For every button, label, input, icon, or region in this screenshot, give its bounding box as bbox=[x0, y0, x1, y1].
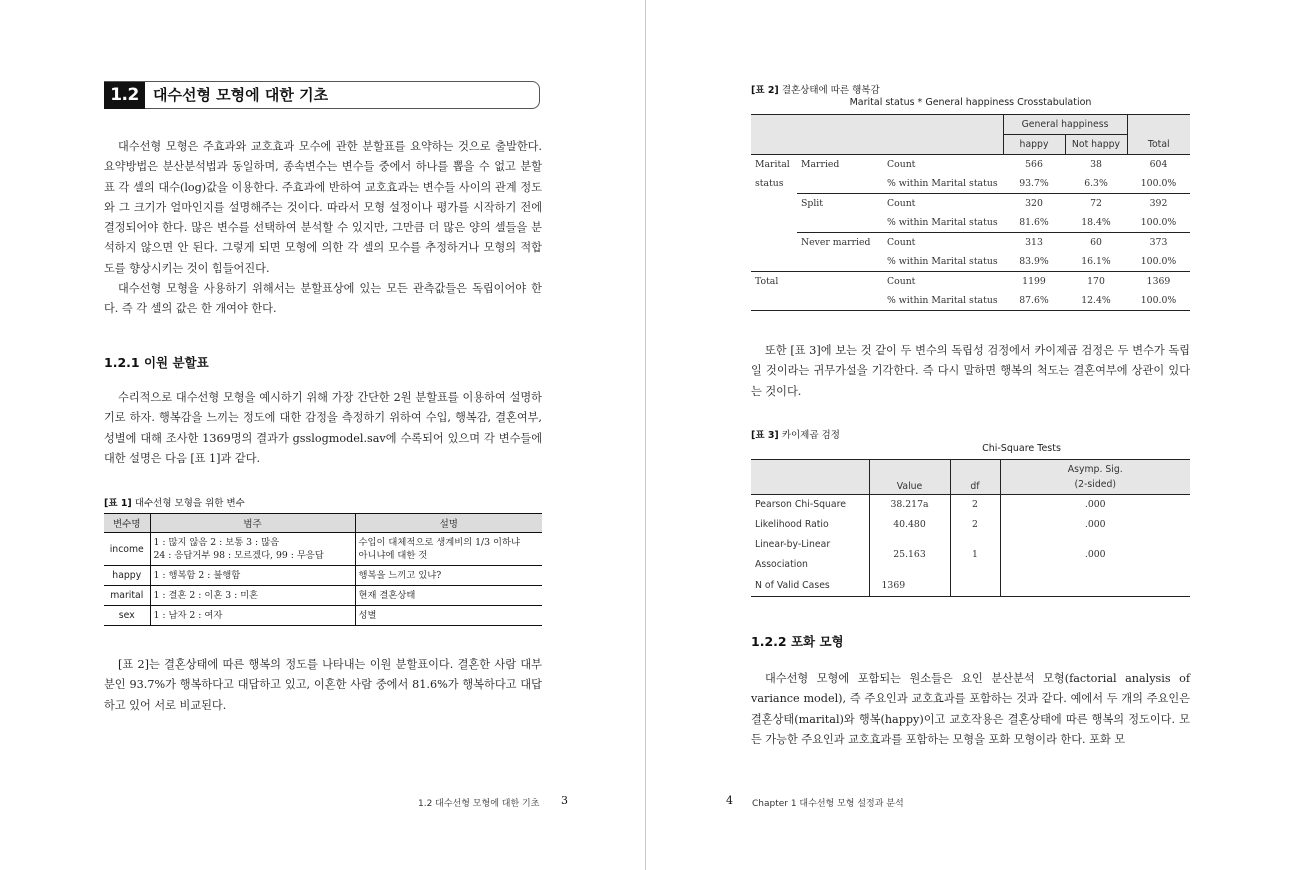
chi-square-table bbox=[751, 459, 1190, 597]
table2-caption-text: 결혼상태에 따른 행복감 bbox=[781, 85, 880, 96]
table3-caption-text: 카이제곱 검정 bbox=[781, 430, 840, 441]
group-spacer bbox=[797, 252, 883, 272]
table-row bbox=[751, 495, 1190, 515]
cell-value: 1199 bbox=[1022, 276, 1046, 287]
header-sig bbox=[1000, 460, 1190, 495]
total-label: Total bbox=[755, 276, 779, 287]
subsection-title-1-2-1: 1.2.1 이원 분할표 bbox=[104, 355, 209, 370]
intro-paragraph-2: 대수선형 모형을 사용하기 위해서는 분할표상에 있는 모든 관측값들은 독립이어야 한다. 즉 각 셀의 값은 한 개여야 한다. bbox=[104, 282, 542, 316]
header-total: Total bbox=[1127, 115, 1190, 155]
var-categories: 1 : 행복함 2 : 불행함 bbox=[150, 566, 355, 586]
header-value: Value bbox=[869, 460, 950, 495]
table-row bbox=[751, 576, 1190, 596]
row-spacer bbox=[751, 194, 797, 214]
table1-caption-label: [표 1] bbox=[104, 498, 132, 509]
table-header-row bbox=[104, 514, 542, 533]
table-row bbox=[751, 213, 1190, 233]
header-df: df bbox=[950, 460, 1000, 495]
crosstab-table bbox=[751, 114, 1190, 311]
table-row bbox=[751, 252, 1190, 272]
var-description: 성별 bbox=[355, 606, 542, 626]
cell-value: 100.0% bbox=[1127, 291, 1190, 311]
category-line: 1 : 많지 않음 2 : 보통 3 : 많음 bbox=[153, 537, 280, 548]
table2-caption-label: [표 2] bbox=[751, 85, 779, 96]
intro-paragraph-1: 대수선형 모형은 주효과와 교호효과 모수에 관한 분할표를 요약하는 것으로 출발한다. 요약방법은 분산분석법과 동일하며, 종속변수는 변수들 중에서 하나를 뽑을 수 없고 분할표 각 셀의 대수(log)값을 이용한다. 주효과에 반하여 교호효과는 변수들 사이의 관계 정도와 그 크기가 얼마인지를 설명해주는 것이다. 따라서 모형 설정이나 평가를 시작하기 전에 결정되어야 한다. 많은 변수를 선택하여 분석할 수 있지만, 그만큼 더 많은 양의 셀들을 분석하지 않으면 안 된다. 그렇게 되면 모형에 의한 각 셀의 모수를 추정하거나 모형의 적합도를 향상시키는 것이 힘들어진다. bbox=[104, 140, 542, 275]
stat-label: Count bbox=[887, 159, 916, 170]
group-name: Married bbox=[801, 159, 840, 170]
stat-label: % within Marital status bbox=[883, 252, 1003, 272]
test-sig: .000 bbox=[1000, 495, 1190, 515]
test-label: Pearson Chi-Square bbox=[755, 499, 846, 510]
table-row bbox=[751, 534, 1190, 576]
cell-value: 93.7% bbox=[1003, 174, 1065, 194]
table3-caption-label: [표 3] bbox=[751, 430, 779, 441]
subsection-paragraph: 수리적으로 대수선형 모형을 예시하기 위해 가장 간단한 2원 분할표를 이용하여 설명하기로 하자. 행복감을 느끼는 정도에 대한 감정을 측정하기 위하여 수입, 행복감, 결혼여부, 성별에 대해 조사한 1369명의 결과가 gsslogmodel.sav에 수록되어 있으며 각 변수들에 대한 설명은 다음 [표 1]과 같다. bbox=[104, 391, 542, 465]
cell-value: 1369 bbox=[1146, 276, 1171, 287]
subsection-text bbox=[104, 388, 542, 469]
variables-table bbox=[104, 513, 542, 626]
right-page-number: 4 bbox=[726, 794, 733, 807]
table-row bbox=[104, 566, 542, 586]
var-description: 행복을 느끼고 있냐? bbox=[355, 566, 542, 586]
header-not-happy: Not happy bbox=[1065, 135, 1127, 155]
body-paragraph: 또한 [표 3]에 보는 것 같이 두 변수의 독립성 검정에서 카이제곱 검정은 두 변수가 독립일 것이라는 귀무가설을 기각한다. 즉 다시 말하면 행복의 척도는 결혼여부에 상관이 있다는 것이다. bbox=[751, 344, 1190, 398]
group-spacer bbox=[797, 174, 883, 194]
row-spacer bbox=[751, 252, 797, 272]
subsection-title-1-2-2: 1.2.2 포화 모형 bbox=[751, 634, 844, 649]
cell-value: 18.4% bbox=[1065, 213, 1127, 233]
table-header-cell: 범주 bbox=[150, 514, 355, 533]
cell-value: 100.0% bbox=[1127, 174, 1190, 194]
header-line: Asymp. Sig. bbox=[1067, 464, 1123, 475]
var-categories bbox=[150, 533, 355, 566]
cell-value: 392 bbox=[1149, 198, 1168, 209]
body-paragraph: 대수선형 모형에 포함되는 원소들은 요인 분산분석 모형(factorial analysis of variance model), 즉 주요인과 교호효과를 포함하는 것과 같다. 예에서 두 개의 주요인은 결혼상태(marital)와 행복(happy)이고 교호작용은 결혼상태에 따른 행복의 정도이다. 모든 가능한 주요인과 교호효과를 포함하는 모형을 포화 모형이라 한다. 포화 모 bbox=[751, 672, 1190, 746]
group-header: General happiness bbox=[1003, 115, 1127, 135]
cell-value: 60 bbox=[1090, 237, 1102, 248]
cell-value: 373 bbox=[1149, 237, 1168, 248]
test-df: 1 bbox=[950, 534, 1000, 576]
test-label: Likelihood Ratio bbox=[755, 518, 829, 530]
group-name: Never married bbox=[801, 237, 871, 248]
table-row bbox=[751, 233, 1190, 253]
cell-value: 87.6% bbox=[1003, 291, 1065, 311]
left-page-number: 3 bbox=[561, 794, 568, 807]
cell-value: 72 bbox=[1090, 198, 1102, 209]
test-df: 2 bbox=[950, 515, 1000, 535]
table-row bbox=[104, 606, 542, 626]
table1-caption bbox=[104, 495, 245, 509]
table-header-row bbox=[751, 460, 1190, 495]
test-value: 25.163 bbox=[869, 534, 950, 576]
table-row bbox=[751, 194, 1190, 214]
cell-value: 604 bbox=[1149, 159, 1168, 170]
row-spacer bbox=[751, 233, 797, 253]
section-heading bbox=[104, 81, 540, 109]
stat-label: Count bbox=[887, 198, 916, 209]
cell-value: 566 bbox=[1025, 159, 1043, 170]
right-paragraph-2 bbox=[751, 669, 1190, 750]
total-spacer bbox=[751, 291, 883, 311]
label-line: Linear-by-Linear bbox=[755, 539, 831, 550]
right-footer-text: Chapter 1 대수선형 모형 설정과 분석 bbox=[752, 799, 904, 809]
right-paragraph-1 bbox=[751, 341, 1190, 402]
test-value: 1369 bbox=[869, 576, 950, 596]
section-title: 대수선형 모형에 대한 기초 bbox=[153, 86, 329, 104]
category-line: 24 : 응답거부 98 : 모르겠다, 99 : 무응답 bbox=[153, 550, 324, 561]
table-row bbox=[751, 515, 1190, 535]
group-name: Split bbox=[801, 198, 824, 209]
test-sig: .000 bbox=[1000, 534, 1190, 576]
description-line: 아니냐에 대한 것 bbox=[358, 550, 428, 561]
stat-label: Count bbox=[887, 276, 916, 287]
table2-caption bbox=[751, 82, 880, 96]
table-row bbox=[751, 155, 1190, 175]
header-empty-cell bbox=[751, 460, 869, 495]
cell-value: 12.4% bbox=[1065, 291, 1127, 311]
table3-title: Chi-Square Tests bbox=[982, 443, 1061, 454]
var-description bbox=[355, 533, 542, 566]
var-name: marital bbox=[104, 586, 150, 606]
test-value: 40.480 bbox=[869, 515, 950, 535]
stat-label: % within Marital status bbox=[883, 213, 1003, 233]
label-line: Association bbox=[755, 559, 808, 570]
cell-value: 81.6% bbox=[1003, 213, 1065, 233]
test-label: N of Valid Cases bbox=[751, 576, 869, 596]
table-row bbox=[751, 272, 1190, 292]
closing-text bbox=[104, 655, 542, 716]
cell-value: 313 bbox=[1025, 237, 1043, 248]
var-categories: 1 : 남자 2 : 여자 bbox=[150, 606, 355, 626]
table-row bbox=[104, 586, 542, 606]
table-header-cell: 변수명 bbox=[104, 514, 150, 533]
cell-value: 83.9% bbox=[1003, 252, 1065, 272]
var-name: income bbox=[104, 533, 150, 566]
table-row bbox=[751, 291, 1190, 311]
row-spacer bbox=[751, 213, 797, 233]
cell-value: 100.0% bbox=[1127, 213, 1190, 233]
section-number: 1.2 bbox=[104, 82, 145, 109]
header-empty-cell bbox=[751, 115, 1003, 155]
table-row bbox=[104, 533, 542, 566]
test-df: 2 bbox=[950, 495, 1000, 515]
stat-label: % within Marital status bbox=[883, 291, 1003, 311]
var-categories: 1 : 결혼 2 : 이혼 3 : 미혼 bbox=[150, 586, 355, 606]
row-var-label: Marital bbox=[755, 159, 790, 170]
table2-title: Marital status * General happiness Crosstabulation bbox=[849, 97, 1092, 108]
test-value: 38.217a bbox=[869, 495, 950, 515]
page-gutter bbox=[645, 0, 646, 870]
table3-caption bbox=[751, 427, 840, 441]
stat-label: Count bbox=[887, 237, 916, 248]
test-label bbox=[751, 534, 869, 576]
group-spacer bbox=[797, 213, 883, 233]
test-sig: .000 bbox=[1000, 515, 1190, 535]
stat-label: % within Marital status bbox=[883, 174, 1003, 194]
table1-caption-text: 대수선형 모형을 위한 변수 bbox=[134, 498, 245, 509]
closing-paragraph: [표 2]는 결혼상태에 따른 행복의 정도를 나타내는 이원 분할표이다. 결혼한 사람 대부분인 93.7%가 행복하다고 대답하고 있고, 이혼한 사람 중에서 81.6%가 행복하다고 대답하고 있어 서로 비교된다. bbox=[104, 658, 542, 712]
var-description: 현재 결혼상태 bbox=[355, 586, 542, 606]
table-header-row bbox=[751, 115, 1190, 135]
table-header-cell: 설명 bbox=[355, 514, 542, 533]
header-happy: happy bbox=[1003, 135, 1065, 155]
row-var-label: status bbox=[755, 178, 784, 190]
left-page bbox=[0, 0, 645, 870]
test-df bbox=[950, 576, 1000, 596]
cell-value: 170 bbox=[1087, 276, 1105, 287]
cell-value: 38 bbox=[1090, 159, 1102, 170]
intro-text bbox=[104, 137, 542, 320]
description-line: 수입이 대체적으로 생계비의 1/3 이하냐 bbox=[358, 537, 520, 548]
test-sig bbox=[1000, 576, 1190, 596]
table-row bbox=[751, 174, 1190, 194]
cell-value: 320 bbox=[1025, 198, 1043, 209]
left-footer-text: 1.2 대수선형 모형에 대한 기초 bbox=[418, 799, 540, 809]
cell-value: 100.0% bbox=[1127, 252, 1190, 272]
var-name: happy bbox=[104, 566, 150, 586]
var-name: sex bbox=[104, 606, 150, 626]
cell-value: 16.1% bbox=[1065, 252, 1127, 272]
cell-value: 6.3% bbox=[1065, 174, 1127, 194]
header-line: (2-sided) bbox=[1074, 479, 1116, 490]
